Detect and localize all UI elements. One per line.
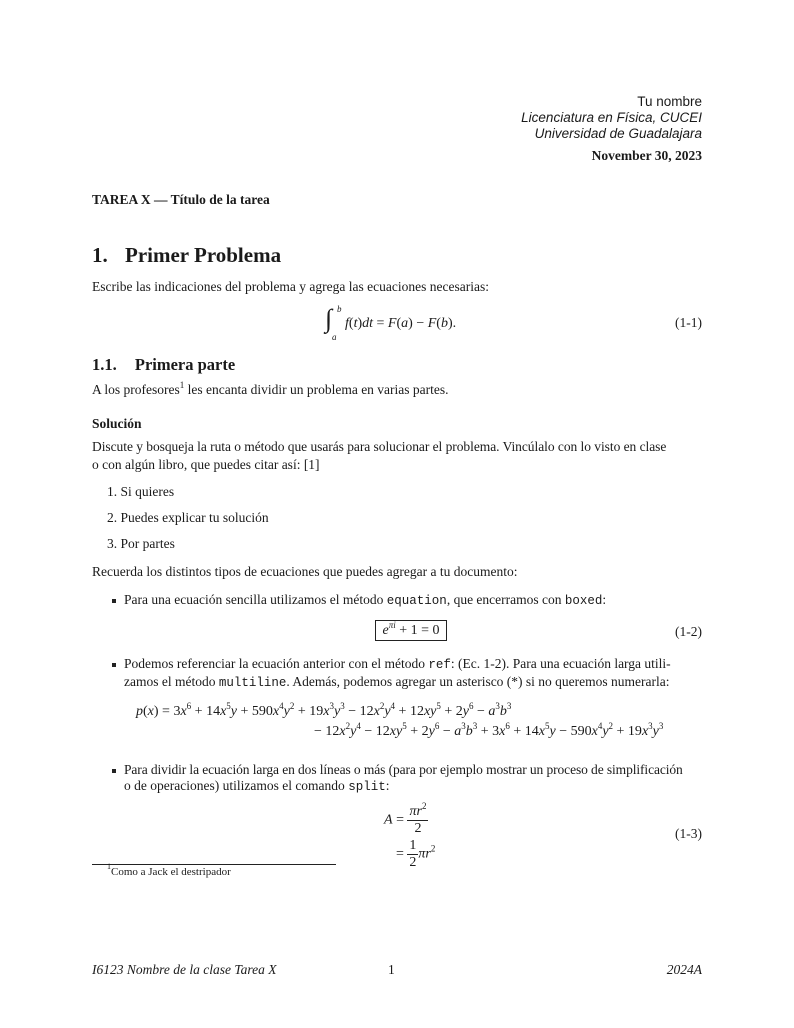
subsection-number: 1.1. — [92, 355, 117, 374]
solution-heading: Solución — [92, 416, 142, 431]
code-multiline: multiline — [218, 676, 287, 690]
bullet-text-part: zamos el método — [124, 674, 219, 689]
bullet-text-part: o de operaciones) utilizamos el comando — [124, 778, 349, 793]
split-equation-line-2: = $\frac{1}{2}$ $\pi r^2$ — [396, 838, 436, 870]
bullet-text-part: : — [602, 592, 607, 607]
enum-item — [107, 482, 174, 502]
code-split: split — [348, 780, 386, 794]
document-date: November 30, 2023 — [591, 148, 702, 163]
bullet-text-part: Podemos referenciar la ecuación anterior con el método — [124, 656, 429, 671]
subsection-text — [92, 380, 449, 400]
bullet-text — [124, 672, 670, 693]
bullet-text-part: . Además, podemos agregar un asterisco (*) si no queremos numerarla: — [286, 674, 670, 689]
footnote-rule — [92, 864, 336, 865]
equations-intro: Recuerda los distintos tipos de ecuaciones que puedes agregar a tu documento: — [92, 564, 518, 579]
footer-course: I6123 Nombre de la clase Tarea X — [92, 962, 277, 977]
enum-text: Si quieres — [120, 484, 175, 499]
footnote-reference: 1 — [179, 380, 185, 390]
multiline-equation-line-2: − $12x^2y^4 - 12xy^5 + 2y^6 - a^3b^3 + 3x^6 + 14x^5y - 590x^4y^2 + 19x^3y^3$ — [314, 721, 664, 739]
bullet-marker — [112, 599, 116, 603]
bullet-text-part: : (Ec. 1-2). Para una ecuación larga utili- — [450, 656, 671, 671]
bullet-text-part: Para una ecuación sencilla utilizamos el método — [124, 592, 387, 607]
subsection-text-start: A los profesores — [92, 382, 180, 397]
author-name: Tu nombre — [637, 94, 702, 109]
solution-paragraph-line-2: o con algún libro, que puedes citar así: [1] — [92, 457, 320, 472]
enum-item — [107, 508, 269, 528]
program-name: Licenciatura en Física, CUCEI — [521, 110, 702, 125]
bullet-text-part: , que encerramos con — [446, 592, 565, 607]
bullet-text — [124, 776, 389, 797]
subsection-title: Primera parte — [134, 355, 236, 374]
assignment-title: TAREA X — Título de la tarea — [92, 192, 270, 207]
code-boxed: boxed — [564, 594, 603, 608]
equation-number: (1-3) — [675, 826, 702, 841]
enum-number: 1. — [107, 484, 118, 499]
bullet-text: Para dividir la ecuación larga en dos líneas o más (para por ejemplo mostrar un proceso de simplificación — [124, 762, 683, 777]
code-ref: ref — [428, 658, 451, 672]
bullet-text — [124, 590, 606, 611]
footnote-text: Como a Jack el destripador — [111, 866, 231, 878]
page-number: 1 — [388, 962, 395, 977]
footnote — [107, 862, 231, 878]
bullet-marker — [112, 663, 116, 667]
section-heading — [92, 243, 281, 268]
code-equation: equation — [386, 594, 447, 608]
equation-number: (1-1) — [675, 315, 702, 330]
split-equation-line-1: A = $\frac{\pi r^2}{2}$ — [384, 801, 427, 836]
section-number: 1. — [92, 243, 108, 267]
equation-number: (1-2) — [675, 624, 702, 639]
enum-text: Puedes explicar tu solución — [120, 510, 269, 525]
bullet-text-part: : — [385, 778, 390, 793]
university-name: Universidad de Guadalajara — [534, 126, 702, 141]
section-intro: Escribe las indicaciones del problema y agrega las ecuaciones necesarias: — [92, 279, 489, 294]
equation-integral: ∫ b a f(t)dt = F(a) − F(b). — [325, 304, 457, 342]
section-title: Primer Problema — [125, 243, 282, 267]
solution-paragraph-line-1: Discute y bosqueja la ruta o método que usarás para solucionar el problema. Vincúlalo con lo visto en clase — [92, 439, 667, 454]
enum-number: 2. — [107, 510, 118, 525]
footnote-mark: 1 — [107, 862, 111, 871]
boxed-equation: $e^{\pi i} + 1 = 0$ — [375, 620, 447, 641]
enum-item — [107, 534, 175, 554]
subsection-heading — [92, 355, 235, 375]
enum-text: Por partes — [120, 536, 175, 551]
multiline-equation-line-1: $p(x) = 3x^6 + 14x^5y + 590x^4y^2 + 19x^3y^3 - 12x^2y^4 + 12xy^5 + 2y^6 - a^3b^3$ — [136, 701, 512, 719]
enum-number: 3. — [107, 536, 118, 551]
subsection-text-end: les encanta dividir un problema en varias partes. — [184, 382, 449, 397]
footer-semester: 2024A — [666, 962, 702, 977]
bullet-marker — [112, 769, 116, 773]
